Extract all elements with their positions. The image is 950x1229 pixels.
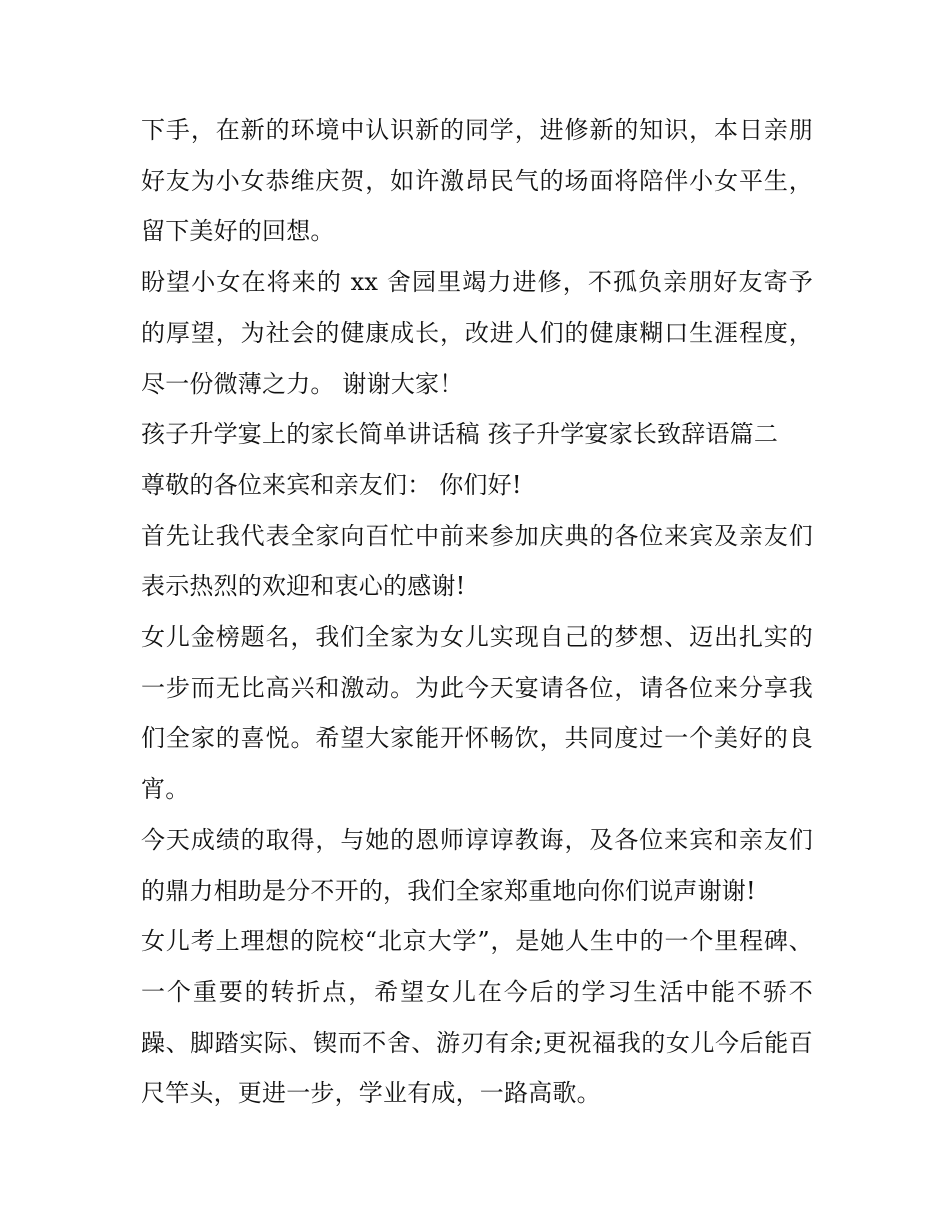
paragraph-welcome: 首先让我代表全家向百忙中前来参加庆典的各位来宾及亲友们表示热烈的欢迎和衷心的感谢! (141, 521, 813, 601)
paragraph-celebration: 女儿金榜题名，我们全家为女儿实现自己的梦想、迈出扎实的一步而无比高兴和激动。为此今天宴请各位，请各位来分享我们全家的喜悦。希望大家能开怀畅饮，共同度过一个美好的良宵。 (141, 623, 813, 804)
paragraph-closing-wish: 下手，在新的环境中认识新的同学，进修新的知识，本日亲朋好友为小女恭维庆贺，如许激昂民气的场面将陪伴小女平生，留下美好的回想。 (141, 116, 813, 246)
paragraph-thanks: 今天成绩的取得，与她的恩师谆谆教诲，及各位来宾和亲友们的鼎力相助是分不开的，我们全家郑重地向你们说声谢谢! (141, 825, 813, 905)
paragraph-blessing: 女儿考上理想的院校“北京大学”，是她人生中的一个里程碑、一个重要的转折点，希望女儿在今后的学习生活中能不骄不躁、脚踏实际、锲而不舍、游刃有余;更祝福我的女儿今后能百尺竿头，更进一步，学业有成，一路高歌。 (141, 927, 813, 1108)
paragraph-salutation: 尊敬的各位来宾和亲友们： 你们好! (141, 470, 522, 499)
document-body (141, 105, 813, 1119)
paragraph-future-hope: 盼望小女在将来的 xx 舍园里竭力进修，不孤负亲朋好友寄予的厚望，为社会的健康成长，改进人们的健康糊口生涯程度，尽一份微薄之力。 谢谢大家！ (141, 268, 813, 398)
section-title: 孩子升学宴上的家长简单讲话稿 孩子升学宴家长致辞语篇二 (141, 420, 779, 449)
